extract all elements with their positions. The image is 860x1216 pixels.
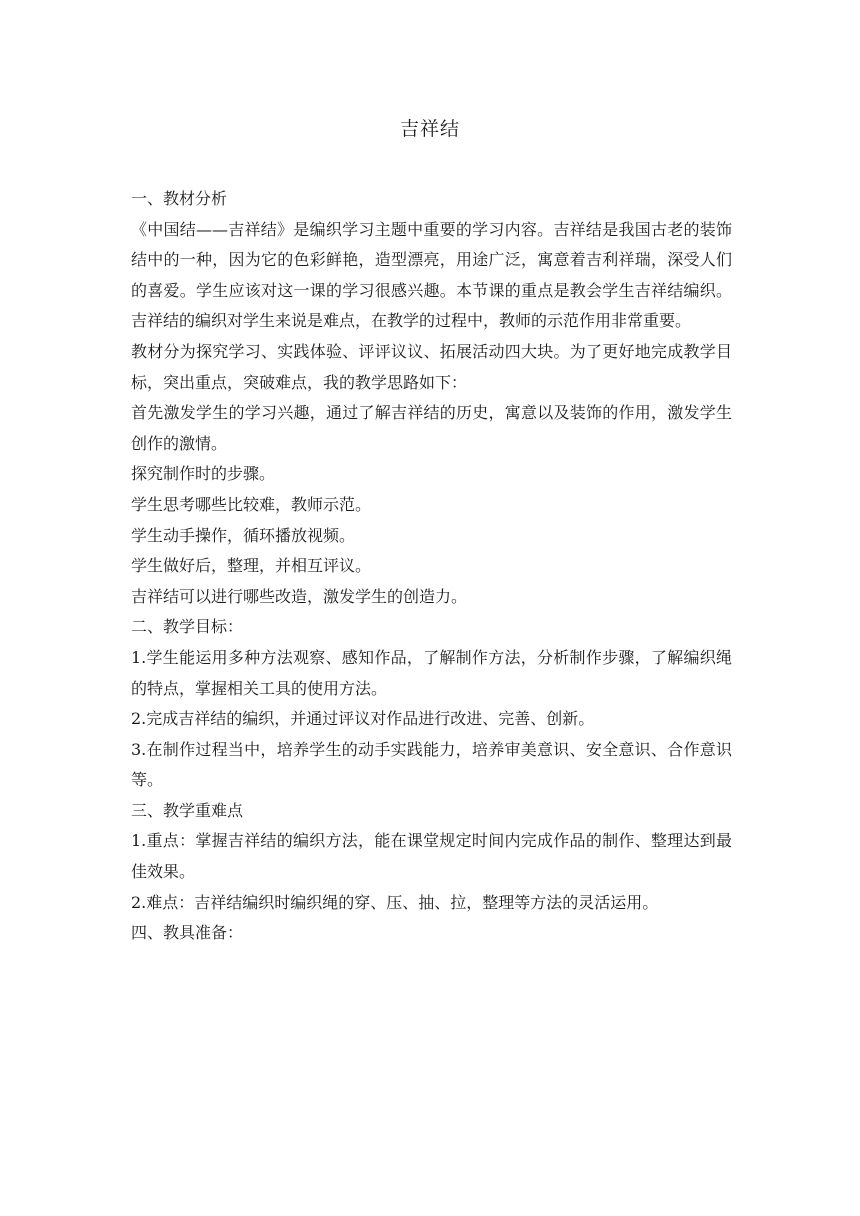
section-heading-teaching-aids: 四、教具准备：	[131, 923, 244, 943]
list-item: 3.在制作过程当中，培养学生的动手实践能力，培养审美意识、安全意识、合作意识等。	[131, 739, 732, 790]
document-body	[131, 184, 732, 949]
section-heading-material-analysis: 一、教材分析	[131, 189, 228, 208]
section-heading-teaching-goals: 二、教学目标：	[131, 617, 244, 637]
paragraph: 《中国结——吉祥结》是编织学习主题中重要的学习内容。吉祥结是我国古老的装饰结中的一种，因为它的色彩鲜艳，造型漂亮，用途广泛，寓意着吉利祥瑞，深受人们的喜爱。学生应该对这一课的学习很感兴趣。本节课的重点是教会学生吉祥结编织。吉祥结的编织对学生来说是难点，在教学的过程中，教师的示范作用非常重要。	[131, 219, 732, 331]
paragraph: 学生做好后，整理，并相互评议。	[131, 556, 372, 576]
paragraph: 教材分为探究学习、实践体验、评评议议、拓展活动四大块。为了更好地完成教学目标，突出重点，突破难点，我的教学思路如下：	[131, 341, 732, 392]
list-item: 2.完成吉祥结的编织，并通过评议对作品进行改进、完善、创新。	[131, 709, 595, 729]
list-item: 1.学生能运用多种方法观察、感知作品，了解制作方法，分析制作步骤，了解编织绳的特点，掌握相关工具的使用方法。	[131, 647, 732, 698]
paragraph: 探究制作时的步骤。	[131, 464, 276, 484]
section-heading-key-points: 三、教学重难点	[131, 800, 244, 820]
paragraph: 学生动手操作，循环播放视频。	[131, 525, 356, 545]
list-item: 1.重点：掌握吉祥结的编织方法，能在课堂规定时间内完成作品的制作、整理达到最佳效果。	[131, 831, 732, 882]
list-item: 2.难点：吉祥结编织时编织绳的穿、压、抽、拉，整理等方法的灵活运用。	[131, 892, 659, 912]
paragraph: 吉祥结可以进行哪些改造，激发学生的创造力。	[131, 586, 468, 606]
document-title: 吉祥结	[399, 118, 460, 140]
paragraph: 学生思考哪些比较难，教师示范。	[131, 494, 372, 514]
paragraph: 首先激发学生的学习兴趣，通过了解吉祥结的历史，寓意以及装饰的作用，激发学生创作的激情。	[131, 403, 732, 453]
